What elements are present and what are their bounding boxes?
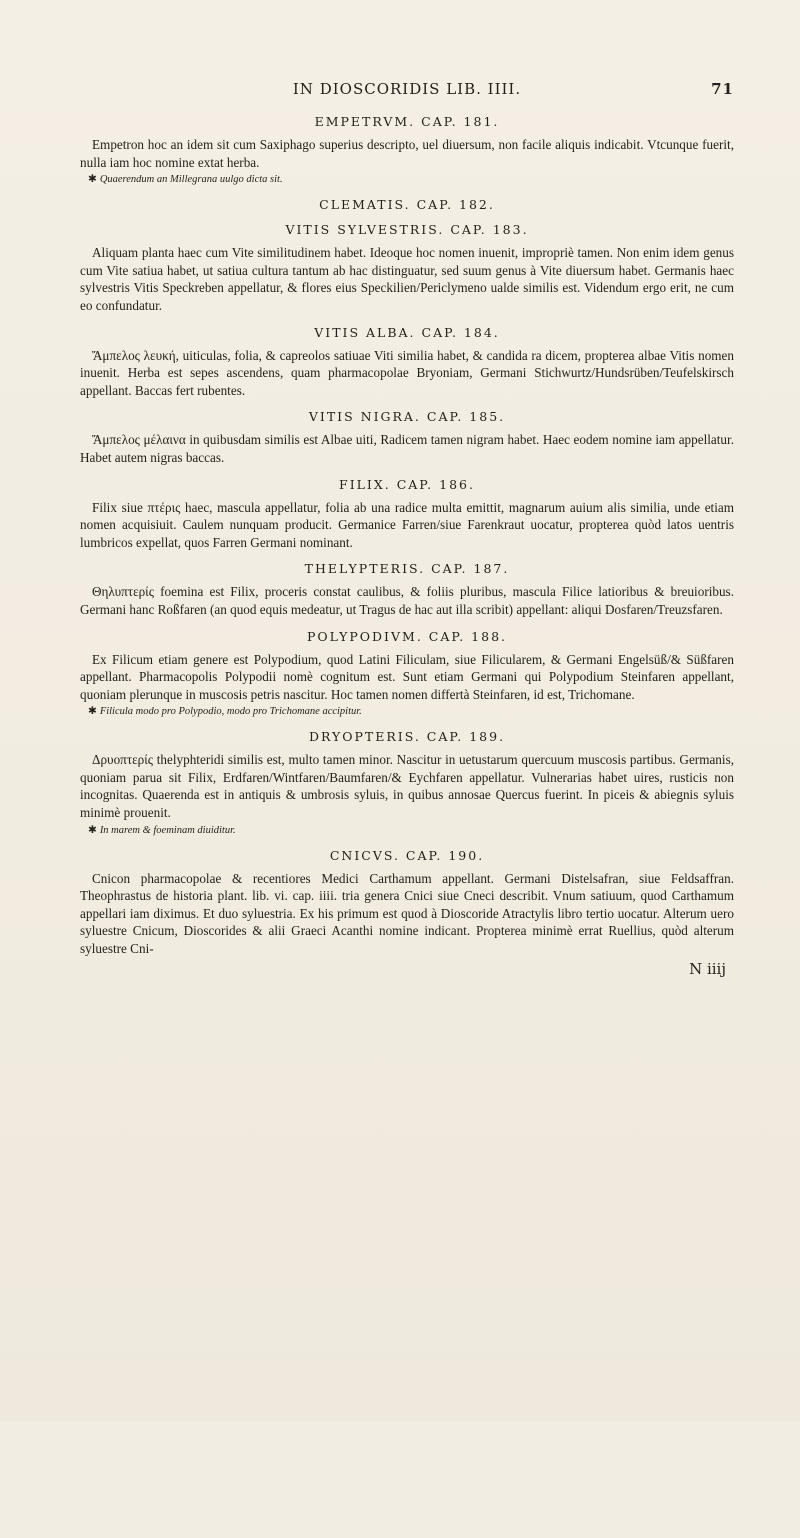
section-text: Ἄμπελος μέλαινα in quibusdam similis est Albae uiti, Radicem tamen nigram habet. Haec eodem nomine iam appellatur. Habet autem nigras baccas.	[80, 432, 734, 465]
section-heading: VITIS NIGRA. CAP. 185.	[308, 409, 506, 425]
section-heading: CLEMATIS. CAP. 182.	[319, 197, 495, 213]
section-heading: VITIS SYLVESTRIS. CAP. 183.	[285, 222, 529, 238]
section-text: Θηλυπτερίς foemina est Filix, proceris constat caulibus, & foliis pluribus, mascula Filice latioribus & breuioribus. Germani hanc Roßfaren (an quod equis medeatur, ut Tragus de hac aut illa scribit) appellant: aliqui Dosfaren/Treuzsfaren.	[80, 584, 734, 617]
section-vitis-nigra	[80, 409, 734, 466]
section-vitis-alba	[80, 325, 734, 400]
note-text: Quaerendum an Millegrana uulgo dicta sit.	[99, 174, 283, 186]
section-empetrum	[80, 114, 734, 187]
marginal-note	[88, 173, 734, 187]
section-heading: FILIX. CAP. 186.	[339, 476, 475, 492]
signature-mark: N iiij	[689, 959, 726, 978]
note-text: Filicula modo pro Polypodio, modo pro Trichomane accipitur.	[99, 706, 362, 718]
section-text: Aliquam planta haec cum Vite similitudinem habet. Ideoque hoc nomen inuenit, impropriè tamen. Non enim idem genus cum Vite satiua habet, ut satiua cultura tantum ab hac distinguatur, sed suum genus à Vite diuersum habet. Germanis haec sylvestris Vitis Speckreben appellatur, & flores eius Speckilien/Periclymeno ualde similis est. Videndum ergo erit, ne cum eo confundatur.	[80, 245, 734, 313]
asterisk-icon: ✱	[88, 706, 97, 718]
section-text: Ἄμπελος λευκή, uiticulas, folia, & capreolos satiuae Viti similia habet, & candida ra dicem, propterea albae Vitis nomen inuenit. Herba est sepes ascendens, quam pharmacopolae Bryoniam, Germani Stichwurtz/Hundsrüben/Teufelskirsch appellant. Baccas fert rubentes.	[80, 347, 734, 398]
section-polypodium	[80, 629, 734, 720]
section-thelypteris	[80, 561, 734, 618]
marginal-note	[88, 824, 734, 838]
section-heading: CNICVS. CAP. 190.	[329, 847, 485, 863]
marginal-note	[88, 705, 734, 719]
section-dryopteris	[80, 729, 734, 837]
section-vitis-sylvestris	[80, 222, 734, 314]
running-head	[80, 80, 734, 98]
section-clematis	[80, 197, 734, 212]
asterisk-icon: ✱	[88, 174, 97, 186]
section-text: Δρυοπτερίς thelyphteridi similis est, multo tamen minor. Nascitur in uetustarum quercuum muscosis partibus. Germanis, quoniam parua sit Filix, Erdfaren/Wintfaren/Baumfaren/& Eychfaren appellatur. Vulnerarias habet uires, rusticis non incognitas. Quaerenda est in antiquis & umbrosis syluis, in quibus annosae Quercus fuerint. In piceis & abiegnis syluis minimè prouenit.	[80, 752, 734, 821]
section-heading: POLYPODIVM. CAP. 188.	[306, 628, 508, 644]
section-text: Cnicon pharmacopolae & recentiores Medici Carthamum appellant. Germani Distelsafran, siue Feldsaffran. Theophrastus de historia plant. lib. vi. cap. iiii. tria genera Cnici siue Cneci describit. Vnum satiuum, quod Carthamum appellari iam diximus. Et duo syluestria. Ex his primum est quod à Dioscoride Atractylis libro tertio uocatur. Alterum uero syluestre Cnicum, Dioscorides & alii Graeci Acanthi nomine indicant. Propterea minimè errat Ruellius, quòd alterum syluestre Cni-	[80, 870, 734, 957]
section-heading: EMPETRVM. CAP. 181.	[314, 114, 500, 129]
section-heading: DRYOPTERIS. CAP. 189.	[308, 729, 506, 745]
section-text: Ex Filicum etiam genere est Polypodium, quod Latini Filiculam, siue Filicularem, & Germani Engelsüß/& Süßfaren appellant. Pharmacopolis Polypodii nomè cognitum est. Sunt etiam Germani qui Polypodium Steinfaren appellant, quoniam plerunque in muscosis petris nascitur. Hoc tamen nomen differtà Steinfaren, id est, Trichomane.	[80, 651, 734, 702]
section-heading: VITIS ALBA. CAP. 184.	[314, 324, 500, 340]
folio-number: 71	[711, 80, 734, 98]
section-text: Filix siue πτέρις haec, mascula appellatur, folia ab una radice multa emittit, magnarum auium alis similia, unde etiam nomen acquisiuit. Caulem nunquam producit. Germanice Farren/siue Farenkraut uocatur, propterea quòd latos uentris lumbricos expellat, quos Farren Germani nominant.	[80, 499, 734, 550]
asterisk-icon: ✱	[88, 824, 97, 836]
blank-page-area	[80, 978, 734, 1538]
note-text: In marem & foeminam diuiditur.	[99, 824, 236, 836]
running-head-title: IN DIOSCORIDIS LIB. IIII.	[292, 80, 522, 98]
section-heading: THELYPTERIS. CAP. 187.	[304, 561, 510, 577]
section-cnicus	[80, 848, 734, 958]
section-filix	[80, 477, 734, 552]
section-text: Empetron hoc an idem sit cum Saxiphago superius descripto, uel diuersum, non facile aliquis indicabit. Vtcunque fuerit, nulla iam hoc nomine extat herba.	[80, 137, 734, 170]
